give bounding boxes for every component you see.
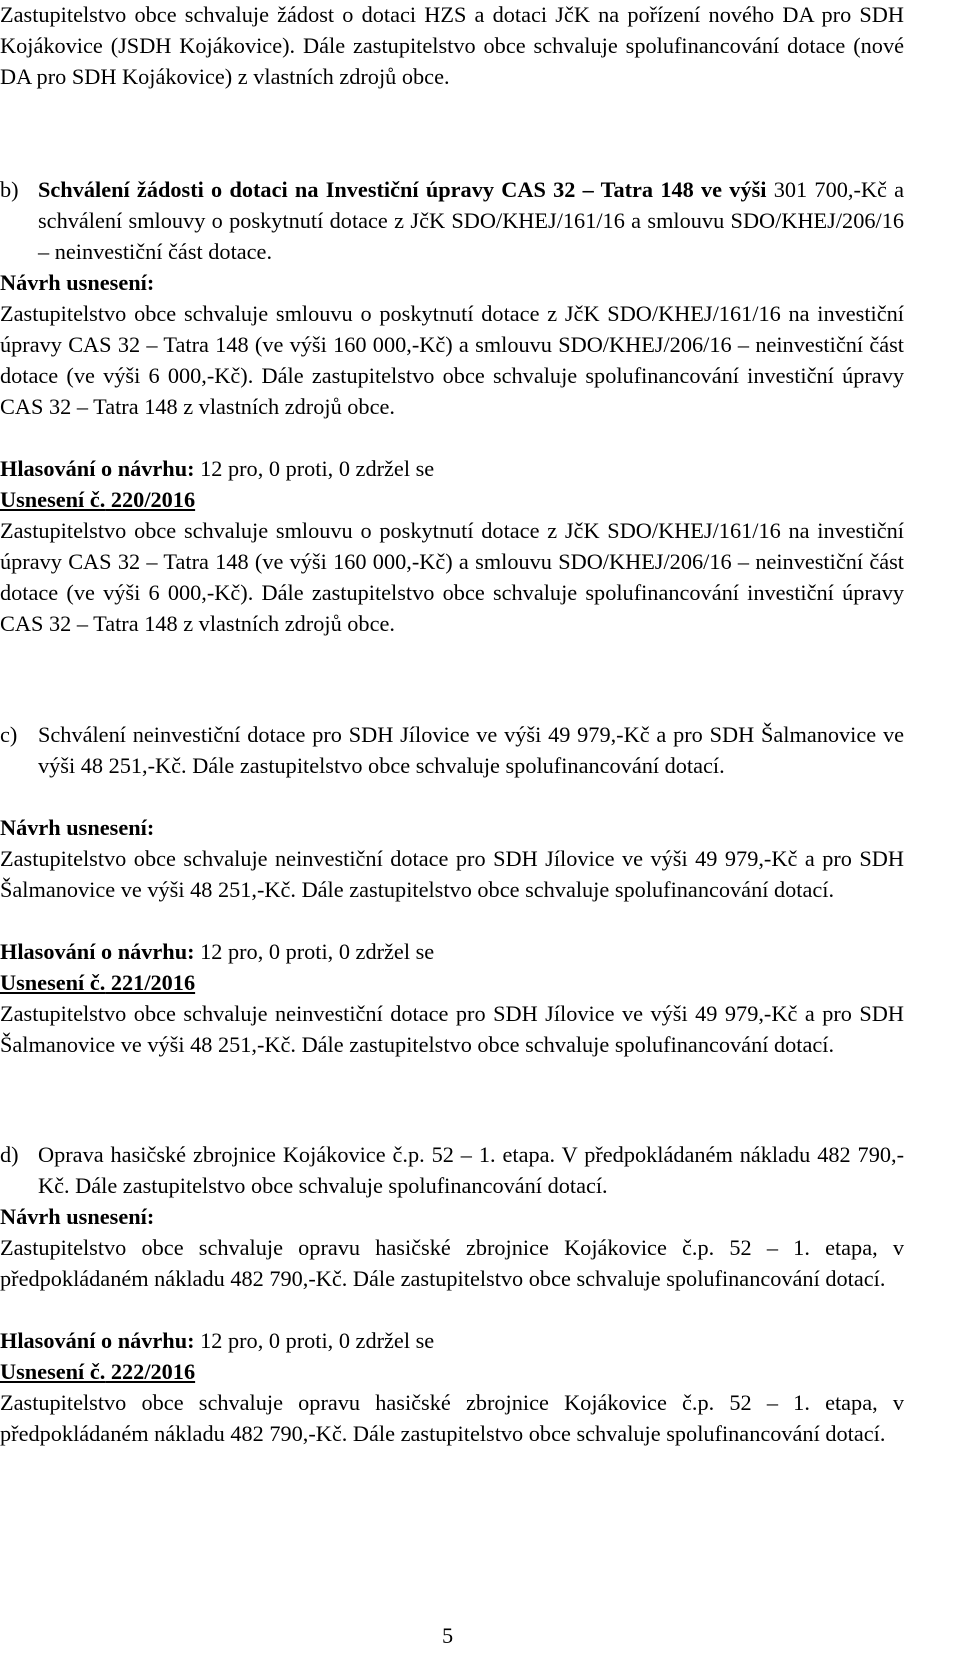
section-b-vote-label: Hlasování o návrhu:: [0, 456, 195, 481]
section-b-resolution-text: Zastupitelstvo obce schvaluje smlouvu o poskytnutí dotace z JčK SDO/KHEJ/161/16 na investiční úpravy CAS 32 – Tatra 148 (ve výši 160 000,-Kč) a smlouvu SDO/KHEJ/206/16 – neinvestiční část dotace (ve výši 6 000,-Kč). Dále zastupitelstvo obce schvaluje spolufinancování investiční úpravy CAS 32 – Tatra 148 z vlastních zdrojů obce.: [0, 518, 904, 636]
section-b-vote: [0, 453, 904, 484]
section-d-resolution-label: Usnesení č.: [0, 1359, 106, 1384]
section-d-title: Oprava hasičské zbrojnice Kojákovice č.p. 52 – 1. etapa. V předpokládaném nákladu 482 790,-Kč. Dále zastupitelstvo obce schvaluje spolufinancování dotací.: [38, 1142, 904, 1198]
section-b-resolution-label: Usnesení č.: [0, 487, 106, 512]
section-c-heading: [0, 719, 904, 781]
section-c-vote-text: 12 pro, 0 proti, 0 zdržel se: [194, 939, 435, 964]
section-c-vote-label: Hlasování o návrhu:: [0, 939, 195, 964]
section-b-marker: b): [0, 177, 19, 202]
section-d-vote-text: 12 pro, 0 proti, 0 zdržel se: [194, 1328, 435, 1353]
section-b-proposal-text: Zastupitelstvo obce schvaluje smlouvu o poskytnutí dotace z JčK SDO/KHEJ/161/16 na investiční úpravy CAS 32 – Tatra 148 (ve výši 160 000,-Kč) a smlouvu SDO/KHEJ/206/16 – neinvestiční část dotace (ve výši 6 000,-Kč). Dále zastupitelstvo obce schvaluje spolufinancování investiční úpravy CAS 32 – Tatra 148 z vlastních zdrojů obce.: [0, 301, 904, 419]
section-c-title: Schválení neinvestiční dotace pro SDH Jílovice ve výši 49 979,-Kč a pro SDH Šalmanovice ve výši 48 251,-Kč. Dále zastupitelstvo obce schvaluje spolufinancování dotací.: [38, 722, 904, 778]
section-c-marker: c): [0, 722, 18, 747]
section-d-vote: [0, 1325, 904, 1356]
section-d-vote-label: Hlasování o návrhu:: [0, 1328, 195, 1353]
section-b-proposal-label: Návrh usnesení:: [0, 270, 155, 295]
section-d-resolution-heading: [0, 1356, 904, 1387]
section-c-resolution-number: 221/2016: [105, 970, 196, 995]
section-b-heading: [0, 174, 904, 267]
section-c-resolution-label: Usnesení č.: [0, 970, 106, 995]
section-c-proposal-label: Návrh usnesení:: [0, 815, 155, 840]
section-b-title-bold: Schválení žádosti o dotaci na Investiční úpravy CAS 32 – Tatra 148 ve výši: [38, 177, 767, 202]
intro-paragraph: Zastupitelstvo obce schvaluje žádost o dotaci HZS a dotaci JčK na pořízení nového DA pro SDH Kojákovice (JSDH Kojákovice). Dále zastupitelstvo obce schvaluje spolufinancování dotace (nové DA pro SDH Kojákovice) z vlastních zdrojů obce.: [0, 2, 904, 89]
section-b-vote-text: 12 pro, 0 proti, 0 zdržel se: [194, 456, 435, 481]
section-c-proposal-text: Zastupitelstvo obce schvaluje neinvestiční dotace pro SDH Jílovice ve výši 49 979,-Kč a pro SDH Šalmanovice ve výši 48 251,-Kč. Dále zastupitelstvo obce schvaluje spolufinancování dotací.: [0, 846, 904, 902]
section-d-resolution-number: 222/2016: [105, 1359, 196, 1384]
section-d-proposal-text: Zastupitelstvo obce schvaluje opravu hasičské zbrojnice Kojákovice č.p. 52 – 1. etapa, v předpokládaném nákladu 482 790,-Kč. Dále zastupitelstvo obce schvaluje spolufinancování dotací.: [0, 1235, 904, 1291]
section-c-resolution-text: Zastupitelstvo obce schvaluje neinvestiční dotace pro SDH Jílovice ve výši 49 979,-Kč a pro SDH Šalmanovice ve výši 48 251,-Kč. Dále zastupitelstvo obce schvaluje spolufinancování dotací.: [0, 1001, 904, 1057]
section-c-resolution-heading: [0, 967, 904, 998]
section-b-resolution-number: 220/2016: [105, 487, 196, 512]
section-d-resolution-text: Zastupitelstvo obce schvaluje opravu hasičské zbrojnice Kojákovice č.p. 52 – 1. etapa, v předpokládaném nákladu 482 790,-Kč. Dále zastupitelstvo obce schvaluje spolufinancování dotací.: [0, 1390, 904, 1446]
section-b-resolution-heading: [0, 484, 904, 515]
section-c-vote: [0, 936, 904, 967]
section-b-title-rest: 301 700,-Kč a schválení smlouvy o poskytnutí dotace z JčK SDO/KHEJ/161/16 a smlouvu SDO/KHEJ/206/16 – neinvestiční část dotace.: [38, 177, 905, 264]
section-d-proposal-label: Návrh usnesení:: [0, 1204, 155, 1229]
section-d-heading: [0, 1139, 904, 1201]
page-number: 5: [442, 1623, 454, 1648]
section-d-marker: d): [0, 1142, 19, 1167]
